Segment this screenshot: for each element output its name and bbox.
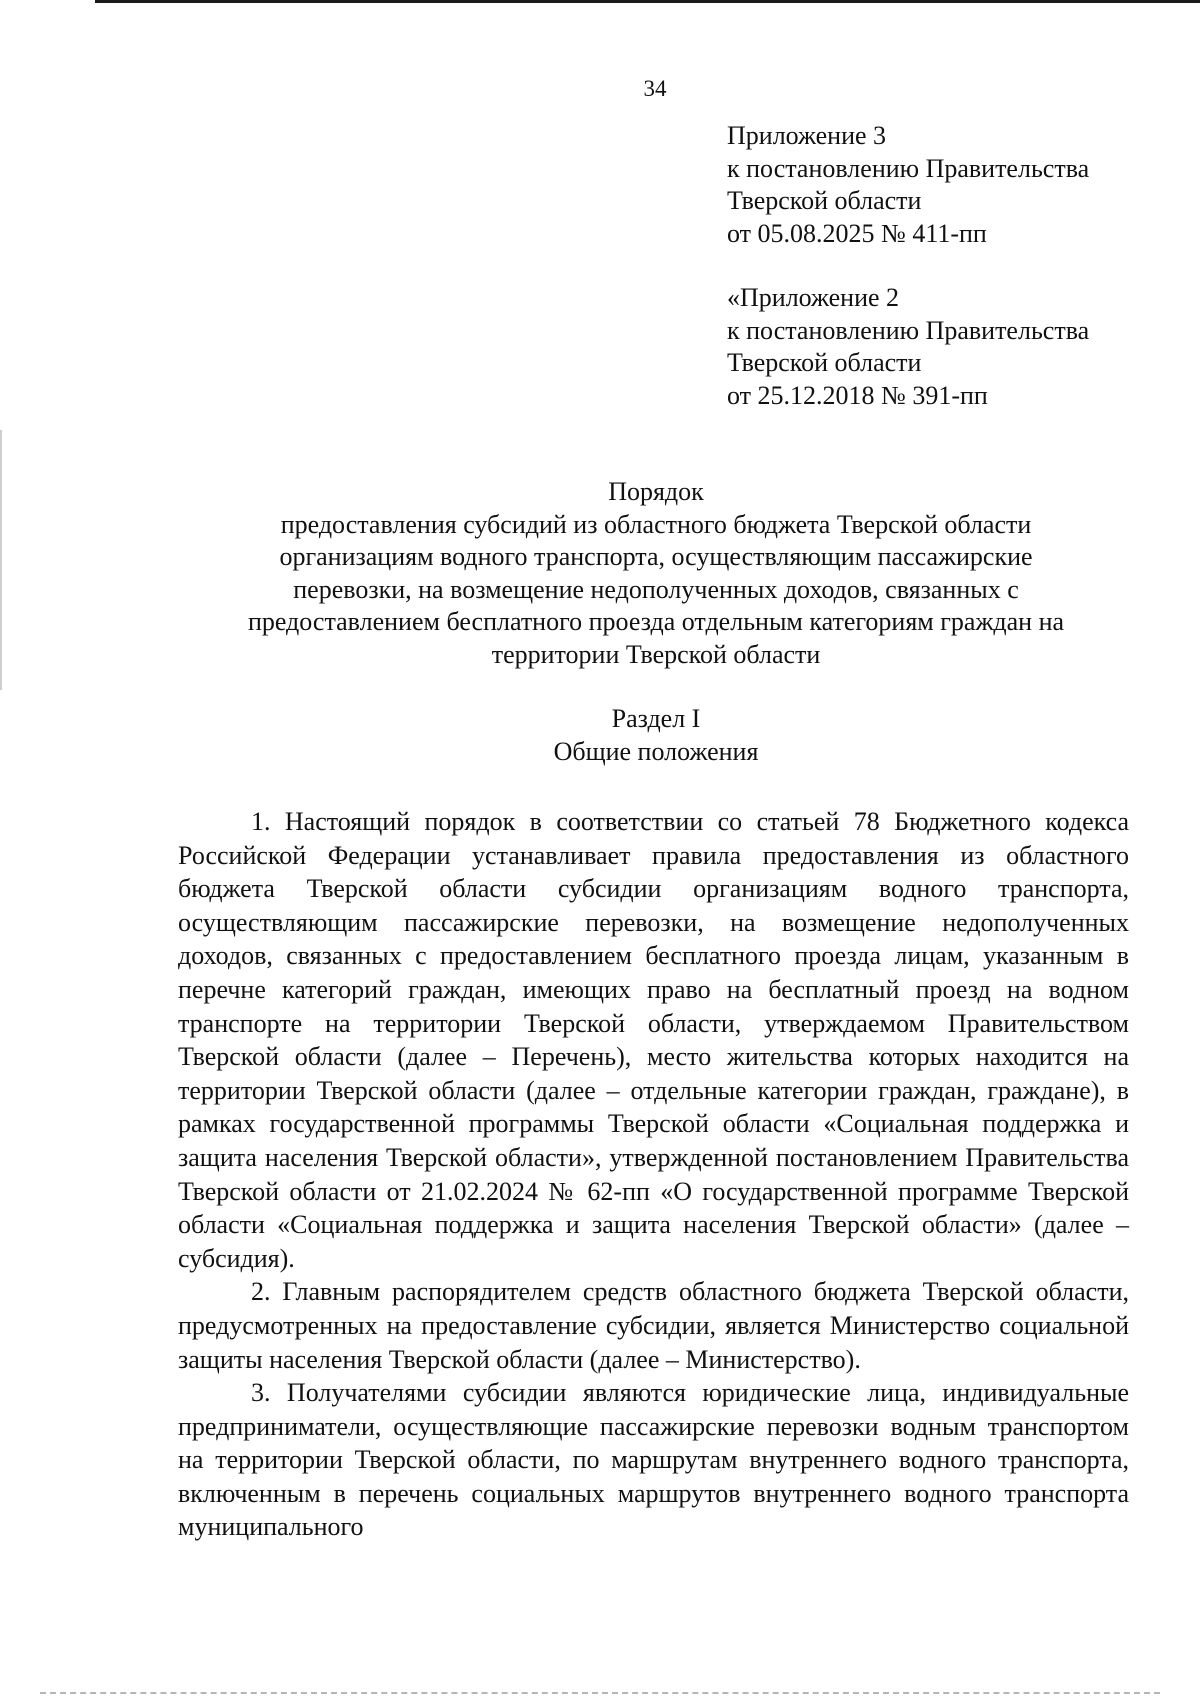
title-heading: Порядок xyxy=(608,477,704,506)
document-title xyxy=(150,476,1162,671)
paragraph-1: 1. Настоящий порядок в соответствии со статьей 78 Бюджетного кодекса Российской Федерации устанавливает правила предоставления из областного бюджета Тверской области субсидии организациям водного транспорта, осуществляющим пассажирские перевозки, на возмещение недополученных доходов, связанных с предоставлением бесплатного проезда лицам, указанным в перечне категорий граждан, имеющих право на бесплатный проезд на водном транспорте на территории Тверской области, утверждаемом Правительством Тверской области (далее – Перечень), место жительства которых находится на территории Тверской области (далее – отдельные категории граждан, граждане), в рамках государственной программы Тверской области «Социальная поддержка и защита населения Тверской области», утвержденной постановлением Правительства Тверской области от 21.02.2024 № 62-пп «О государственной программе Тверской области «Социальная поддержка и защита населения Тверской области» (далее – субсидия). xyxy=(178,807,1129,1273)
approval-line: к постановлению Правительства xyxy=(727,315,1090,345)
approval-line: Тверской области xyxy=(727,348,922,377)
approval-line: Приложение 3 xyxy=(727,121,887,150)
section-number: Раздел I xyxy=(611,704,701,733)
paragraph-2: 2. Главным распорядителем средств областного бюджета Тверской области, предусмотренных на предоставление субсидии, является Министерство социальной защиты населения Тверской области (далее – Министерство). xyxy=(178,1277,1129,1374)
title-line: перевозки, на возмещение недополученных доходов, связанных с xyxy=(293,574,1019,604)
title-line: предоставления субсидий из областного бюджета Тверской области xyxy=(280,509,1032,539)
title-line: организациям водного транспорта, осуществляющим пассажирские xyxy=(279,542,1033,571)
scan-border-top xyxy=(95,0,1200,3)
title-line: территории Тверской области xyxy=(491,639,821,669)
approval-block-original xyxy=(727,282,1089,412)
approval-line: от 25.12.2018 № 391-пп xyxy=(727,380,988,410)
paragraph-3: 3. Получателями субсидии являются юридические лица, индивидуальные предприниматели, осуществляющие пассажирские перевозки водным транспортом на территории Тверской области, по маршрутам внутреннего водного транспорта, включенным в перечень социальных маршрутов внутреннего водного транспорта муниципального xyxy=(178,1378,1129,1542)
title-line: предоставлением бесплатного проезда отдельным категориям граждан на xyxy=(247,607,1065,636)
approval-block-current xyxy=(727,120,1089,250)
page-number: 34 xyxy=(643,76,667,101)
approval-line: к постановлению Правительства xyxy=(727,153,1090,183)
approval-line: «Приложение 2 xyxy=(727,283,900,312)
scan-border-left xyxy=(0,430,2,690)
approval-line: Тверской области xyxy=(727,186,922,215)
section-heading xyxy=(150,703,1162,768)
scan-border-bottom xyxy=(40,1692,1160,1694)
section-name: Общие положения xyxy=(553,736,759,766)
body-text xyxy=(178,805,1129,1544)
approval-line: от 05.08.2025 № 411-пп xyxy=(727,218,987,248)
